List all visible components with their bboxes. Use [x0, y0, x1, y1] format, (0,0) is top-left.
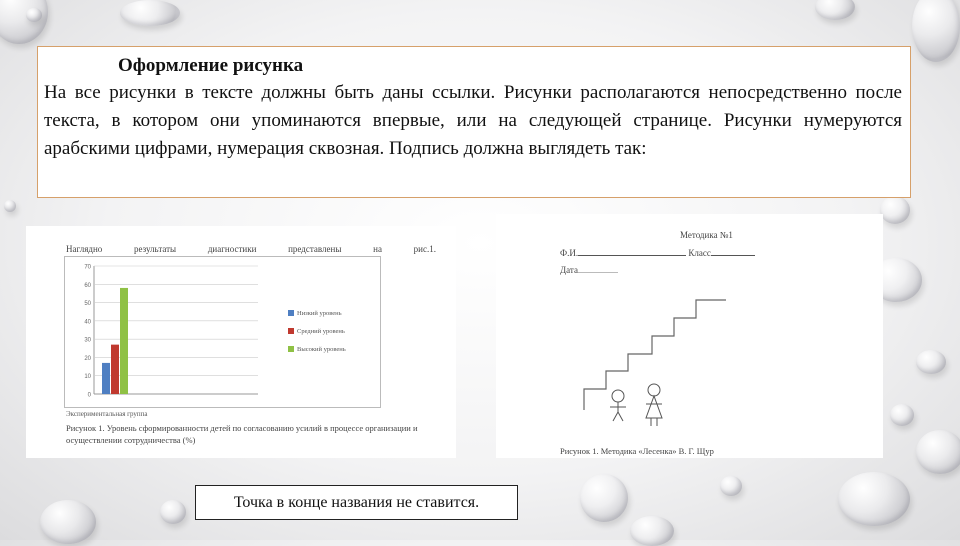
- water-drop: [630, 516, 674, 546]
- legend-swatch: [288, 328, 294, 334]
- name-label: Ф.И.: [560, 248, 579, 258]
- stick-figure-boy: [610, 390, 626, 421]
- water-drop: [4, 200, 16, 212]
- y-tick-label: 20: [84, 355, 91, 362]
- water-drop: [916, 350, 946, 374]
- y-tick-label: 0: [87, 392, 91, 399]
- legend-label: Средний уровень: [297, 327, 345, 335]
- bar: [102, 363, 110, 394]
- water-drop: [720, 476, 742, 496]
- water-drop: [815, 0, 855, 20]
- date-label: Дата: [560, 265, 578, 275]
- legend-label: Низкий уровень: [297, 309, 342, 317]
- ladder-method-image: [496, 214, 883, 458]
- caption-note: Точка в конце названия не ставится.: [195, 485, 518, 520]
- method-figure-caption: Рисунок 1. Методика «Лесенка» В. Г. Щур: [560, 446, 714, 456]
- water-drop: [120, 0, 180, 26]
- slide-title: Оформление рисунка: [118, 55, 304, 76]
- water-drop: [160, 500, 186, 524]
- legend-item: [288, 340, 346, 358]
- water-drop: [912, 0, 960, 62]
- y-tick-label: 10: [84, 374, 91, 381]
- class-label: Класс: [688, 248, 711, 258]
- water-drop: [890, 404, 914, 426]
- y-tick-label: 40: [84, 319, 91, 326]
- legend-item: [288, 322, 346, 340]
- chart-legend: [288, 304, 346, 358]
- chart-figure-caption: Рисунок 1. Уровень сформированности детей по согласованию усилий в процессе организации и осуществлении сотрудничества (%): [66, 423, 418, 445]
- ladder-drawing: [496, 214, 883, 458]
- text-panel: [37, 46, 911, 198]
- legend-swatch: [288, 310, 294, 316]
- chart-example-image: [26, 226, 456, 458]
- ladder-steps: [584, 300, 726, 410]
- y-tick-label: 70: [84, 264, 91, 271]
- water-drop: [26, 8, 42, 22]
- bar: [120, 288, 128, 394]
- chart-category-label: Экспериментальная группа: [66, 410, 148, 418]
- y-tick-label: 50: [84, 301, 91, 308]
- y-tick-label: 30: [84, 337, 91, 344]
- header-word: на: [373, 244, 382, 254]
- header-word: результаты: [133, 244, 177, 254]
- water-drop: [916, 430, 960, 474]
- header-word: диагностики: [207, 244, 257, 254]
- water-drop: [838, 472, 910, 526]
- water-drop: [880, 196, 910, 224]
- legend-swatch: [288, 346, 294, 352]
- method-title: Методика №1: [680, 230, 733, 240]
- bar: [111, 345, 119, 394]
- header-word: рис.1.: [413, 244, 436, 254]
- stick-figure-girl: [646, 384, 662, 426]
- water-drop: [40, 500, 96, 544]
- water-drop: [580, 474, 628, 522]
- legend-label: Высокий уровень: [297, 345, 346, 353]
- water-drop: [0, 0, 48, 44]
- header-word: Наглядно: [66, 244, 103, 254]
- body-paragraph: На все рисунки в тексте должны быть даны ссылки. Рисунки располагаются непосредственно после текста, в котором они упоминаются впервые, или на следующей странице. Рисунки нумеруются арабскими цифрами, нумерация сквозная. Подпись должна выглядеть так:: [44, 82, 902, 159]
- y-tick-label: 60: [84, 282, 91, 289]
- legend-item: [288, 304, 346, 322]
- header-word: представлены: [288, 244, 342, 254]
